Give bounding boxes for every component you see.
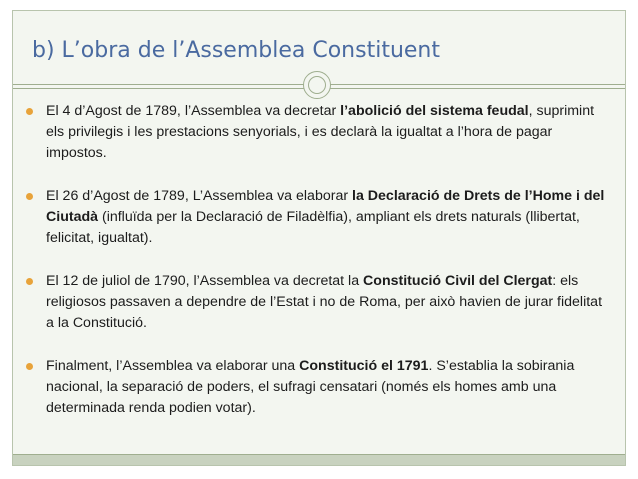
title-area	[13, 11, 625, 89]
bullet-text: (influïda per la Declaració de Filadèlfia), ampliant els drets naturals (llibertat, felicitat, igualtat).	[46, 209, 580, 246]
bullet-dot-icon	[26, 108, 33, 115]
bullet-bold-text: la Declaració de Drets de l’Home i del Ciutadà	[46, 188, 605, 225]
bottom-band	[13, 454, 625, 465]
bullet-dot-icon	[26, 363, 33, 370]
bullet-bold-text: l’abolició del sistema feudal	[340, 103, 529, 119]
bullet-text: El 4 d’Agost de 1789, l’Assemblea va decretar	[46, 103, 341, 119]
bullet-dot-icon	[26, 193, 33, 200]
bullet-text: Finalment, l’Assemblea va elaborar una	[46, 358, 300, 374]
bullet-item	[25, 101, 610, 164]
bullet-bold-text: Constitució el 1791	[299, 358, 429, 374]
bullet-bold-text: Constitució Civil del Clergat	[363, 273, 553, 289]
bullet-item	[25, 356, 610, 419]
bullet-text: , suprimint els privilegis i les prestacions senyorials, i es declarà la igualtat a l’hora de pagar impostos.	[46, 103, 595, 161]
slide	[12, 10, 626, 466]
bullet-text: El 12 de juliol de 1790, l’Assemblea va decretat la	[46, 273, 364, 289]
bullet-item	[25, 186, 610, 249]
bullet-text: . S’establia la sobirania nacional, la separació de poders, el sufragi censatari (només els homes amb una determinada renda podien votar).	[46, 358, 575, 416]
bullet-text: : els religiosos passaven a dependre de l’Estat i no de Roma, per això havien de jurar fidelitat a la Constitució.	[46, 273, 603, 331]
bullet-text: El 26 d’Agost de 1789, L’Assemblea va elaborar	[46, 188, 353, 204]
slide-title: b) L’obra de l’Assemblea Constituent	[32, 38, 440, 63]
divider-circle-ornament	[303, 71, 331, 99]
bullet-list	[25, 101, 610, 441]
bullet-dot-icon	[26, 278, 33, 285]
bullet-item	[25, 271, 610, 334]
